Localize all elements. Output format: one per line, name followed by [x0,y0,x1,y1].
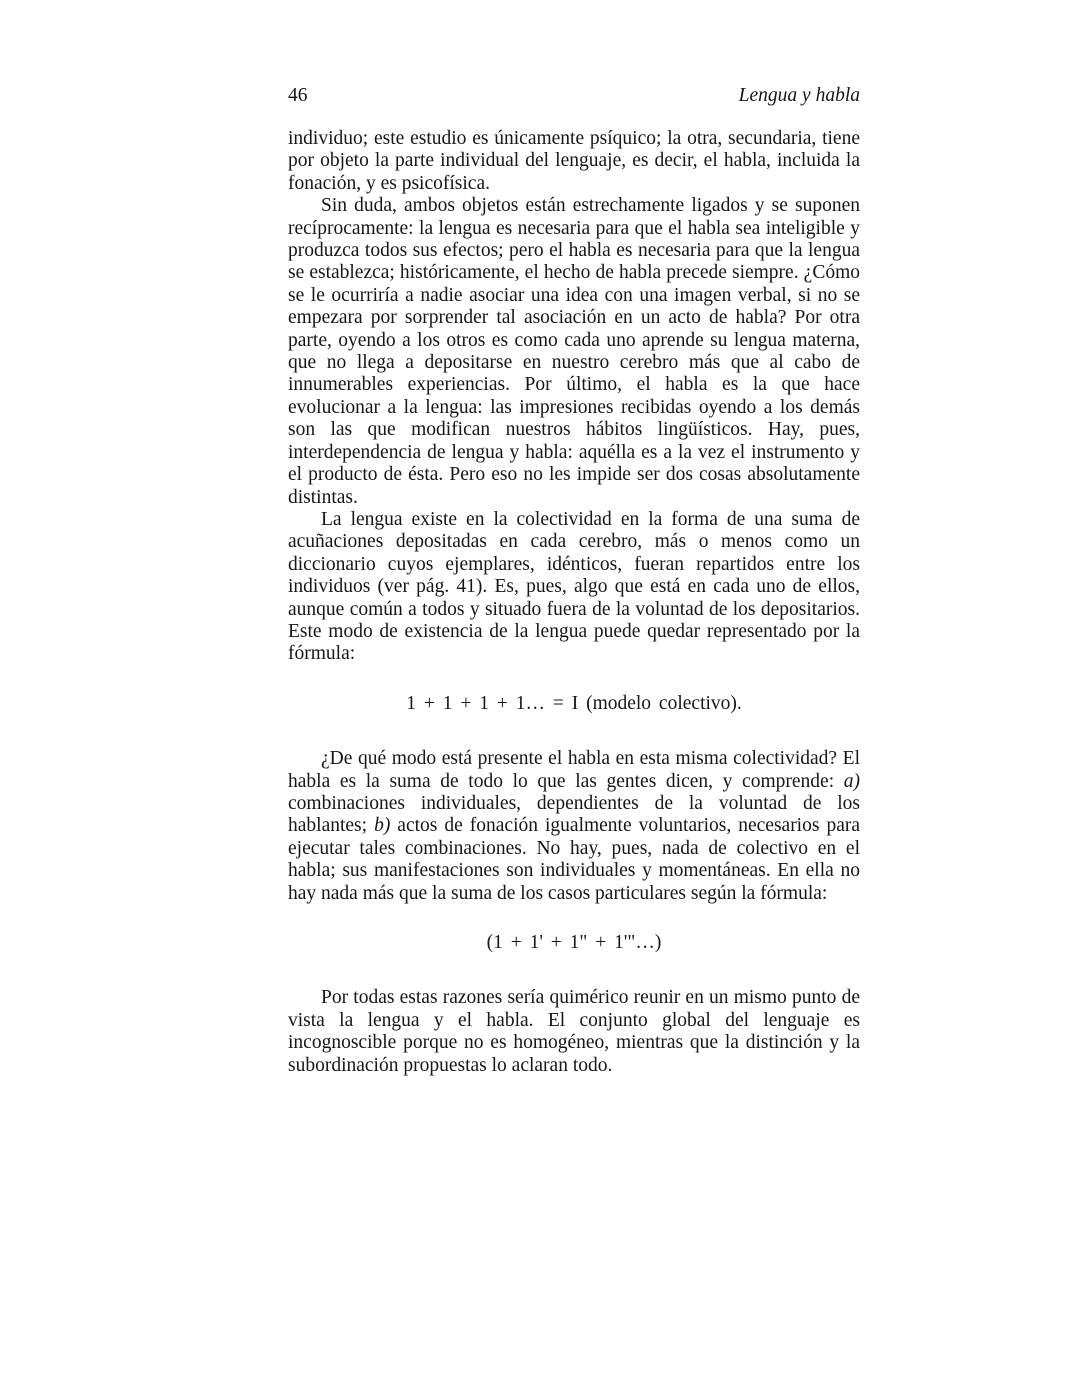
page-header [288,84,860,107]
paragraph-de-que-modo [288,748,860,905]
page-number: 46 [288,85,308,106]
running-title: Lengua y habla [738,85,860,106]
list-marker-b: b) [374,815,391,837]
paragraph-la-lengua-existe: La lengua existe en la colectividad en la forma de una suma de acuñaciones depositadas en cada cerebro, más o menos como un diccionario cuyos ejemplares, idénticos, fueran repartidos entre los individuos (ver pág. 41). Es, pues, algo que está en cada uno de ellos, aunque común a todos y situado fuera de la voluntad de los depositarios. Este modo de existencia de la lengua puede quedar representado por la fórmula: [288,508,860,665]
list-marker-a: a) [843,770,860,792]
paragraph-text: combinaciones individuales, dependientes de la voluntad de los hablantes; [288,792,860,837]
paragraph-text: ¿De qué modo está presente el habla en esta misma colectividad? El habla es la suma de todo lo que las gentes dicen, y comprende: [288,748,860,792]
formula-collective-model: 1 + 1 + 1 + 1… = I (modelo colectivo). [406,692,742,714]
formula-individual-sum: (1 + 1' + 1" + 1'"…) [486,932,662,953]
paragraph-continuation: individuo; este estudio es únicamente psíquico; la otra, secundaria, tiene por objeto la parte individual del lenguaje, es decir, el habla, incluida la fonación, y es psicofísica. [288,128,860,194]
page-body [288,128,860,1077]
text-column [288,84,860,1077]
paragraph-text: actos de fonación igualmente voluntarios, necesarios para ejecutar tales combinaciones. No hay, pues, nada de colectivo en el habla; sus manifestaciones son individuales y momentáneas. En ella no hay nada más que la suma de los casos particulares según la fórmula: [288,815,860,904]
paragraph-por-todas-estas-razones: Por todas estas razones sería quimérico reunir en un mismo punto de vista la lengua y el habla. El conjunto global del lenguaje es incognoscible porque no es homogéneo, mientras que la distinción y la subordinación propuestas lo aclaran todo. [288,987,860,1076]
paragraph-sin-duda: Sin duda, ambos objetos están estrechamente ligados y se suponen recíprocamente: la lengua es necesaria para que el habla sea inteligible y produzca todos sus efectos; pero el habla es necesaria para que la lengua se establezca; históricamente, el hecho de habla precede siempre. ¿Cómo se le ocurriría a nadie asociar una idea con una imagen verbal, si no se empezara por sorprender tal asociación en un acto de habla? Por otra parte, oyendo a los otros es como cada uno aprende su lengua materna, que no llega a depositarse en nuestro cerebro más que al cabo de innumerables experiencias. Por último, el habla es la que hace evolucionar a la lengua: las impresiones recibidas oyendo a los demás son las que modifican nuestros hábitos lingüísticos. Hay, pues, interdependencia de lengua y habla: aquélla es a la vez el instrumento y el producto de ésta. Pero eso no les impide ser dos cosas absolutamente distintas. [288,195,860,508]
